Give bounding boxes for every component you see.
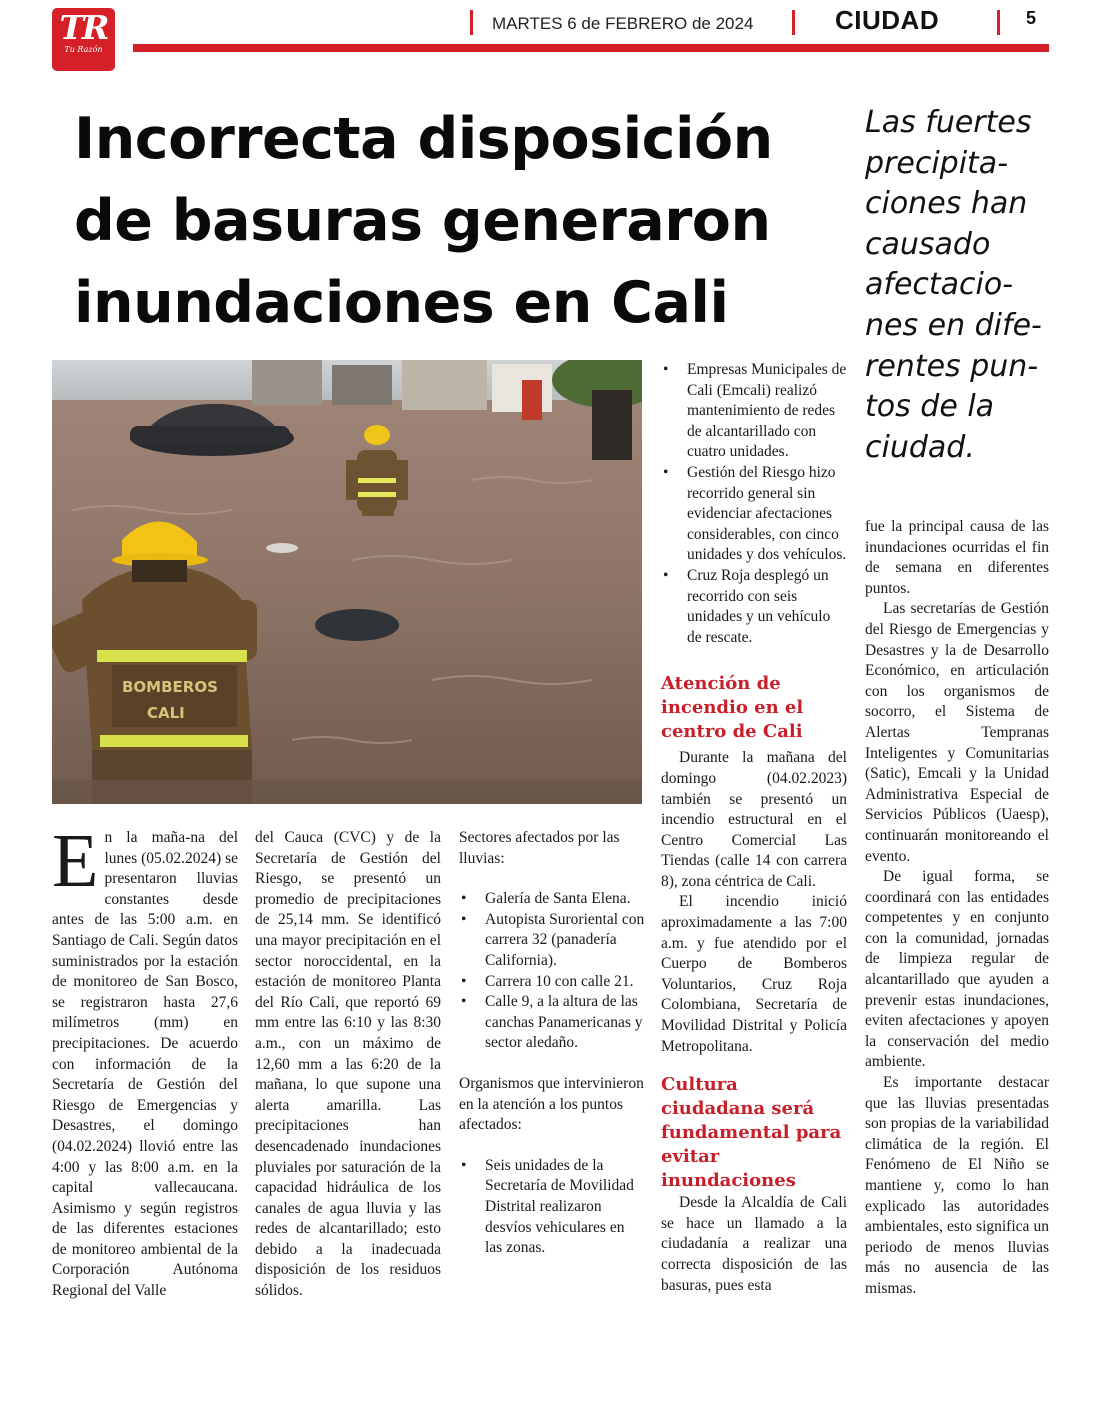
body-paragraph: fue la principal causa de las inundaciones ocurridas el fin de semana en diferentes puntos. <box>865 518 1049 597</box>
header-divider <box>470 10 473 35</box>
list-item: • Carrera 10 con calle 21. <box>459 972 645 993</box>
header-divider <box>997 10 1000 35</box>
body-paragraph: del Cauca (CVC) y de la Secretaría de Gestión del Riesgo, se presentó un promedio de precipitaciones de 25,14 mm. Se identificó una mayor precipitación en el sector noroccidental, en la estación de monitoreo Planta del Río Cali, que reportó 69 mm entre las 6:10 y las 8:30 a.m., con un máximo de 12,60 mm a las 6:20 de la mañana, lo que supone una alerta amarilla. Las precipitaciones han desencadenado inundaciones pluviales por saturación de la capacidad hidráulica de los canales de agua lluvia y las redes de alcantarillado; esto debido a la inadecuada disposición de los residuos sólidos. <box>255 829 441 1300</box>
affected-sectors-list <box>459 889 645 1054</box>
list-item: • Cruz Roja desplegó un recorrido con seis unidades y un vehículo de rescate. <box>661 566 847 648</box>
vest-text-1: BOMBEROS <box>122 678 218 696</box>
paragraph-text: n la maña-na del lunes (05.02.2024) se presentaron lluvias constantes desde antes de las 5:00 a.m. en Santiago de Cali. Según datos suministrados por la estación de monitoreo de San Bosco, se registraron hasta 27,6 milímetros (mm) en precipitaciones. De acuerdo con información de la Secretaría de Gestión del Riesgo de Emergencias y Desastres, el domingo (04.02.2024) llovió entre las 4:00 y las 8:00 a.m. en la capital vallecaucana. Asimismo y según registros de las diferentes estaciones de monitoreo ambiental de la Corporación Autónoma Regional del Valle <box>52 829 238 1300</box>
list-item: • Seis unidades de la Secretaría de Movilidad Distrital realizaron desvíos vehiculares en las zonas. <box>459 1156 645 1259</box>
article-column-2 <box>255 828 441 1302</box>
flood-photo-illustration <box>52 360 642 804</box>
newspaper-logo <box>52 8 115 71</box>
organisms-list <box>459 1156 645 1259</box>
drop-cap: E <box>52 819 99 903</box>
body-paragraph: Durante la mañana del domingo (04.02.2023) también se presentó un incendio estructural en el Centro Comercial Las Tiendas (calle 14 con carrera 8), zona céntrica de Cali. <box>661 749 847 890</box>
organisms-intro: Organismos que intervinieron en la atención a los puntos afectados: <box>459 1074 644 1134</box>
list-item: • Empresas Municipales de Cali (Emcali) realizó mantenimiento de redes de alcantarillado con cuatro unidades. <box>661 360 847 463</box>
body-paragraph: El incendio inició aproximadamente a las 7:00 a.m. y fue atendido por el Cuerpo de Bomberos Voluntarios, Cruz Roja Colombiana, Secretaría de Movilidad Distrital y Policía Metropolitana. <box>661 893 847 1055</box>
article-column-3 <box>459 828 645 1259</box>
article-column-5 <box>865 517 1049 1300</box>
header-rule <box>133 44 1049 52</box>
header-divider <box>792 10 795 35</box>
article-deck: Las fuertes precipita-ciones han causado afectacio-nes en dife-rentes pun-tos de la ciudad. <box>865 105 1042 465</box>
page-number: 5 <box>1026 8 1037 28</box>
logo-tagline: Tu Razón <box>64 45 103 54</box>
body-paragraph: Las secretarías de Gestión del Riesgo de Emergencias y Desastres y la de Desarrollo Económico, en articulación con los organismos de socorro, el Sistema de Alertas Tempranas Inteligentes y Comunitarias (Satic), Emcali y la Unidad Administrativa Especial de Servicios Públicos (Uaesp), continuarán monitoreando el evento. <box>865 600 1049 865</box>
section-name: CIUDAD <box>835 5 940 35</box>
list-item: • Calle 9, a la altura de las canchas Panamericanas y sector aledaño. <box>459 992 645 1054</box>
subheading-fire: Atención de incendio en el centro de Cali <box>661 673 804 743</box>
list-item: • Galería de Santa Elena. <box>459 889 645 910</box>
article-headline: Incorrecta disposición de basuras generaron inundaciones en Cali <box>74 106 773 336</box>
body-paragraph: Es importante destacar que las lluvias presentadas son propias de la variabilidad climática de la región. El Fenómeno de El Niño se mantiene y, como lo han explicado las autoridades ambientales, esto significa un periodo de menos lluvias más no ausencia de las mismas. <box>865 1074 1049 1297</box>
issue-date: MARTES 6 de FEBRERO de 2024 <box>492 14 754 33</box>
body-paragraph: Desde la Alcaldía de Cali se hace un llamado a la ciudadanía a realizar una correcta disposición de las basuras, pues esta <box>661 1194 847 1294</box>
vest-text-2: CALI <box>147 704 185 722</box>
article-column-1 <box>52 819 238 1302</box>
list-item: • Autopista Suroriental con carrera 32 (panadería California). <box>459 910 645 972</box>
logo-letters: TR <box>59 8 108 47</box>
body-paragraph <box>52 819 238 1302</box>
organisms-list-continued <box>661 360 847 648</box>
article-column-4 <box>661 360 847 1296</box>
sectors-intro: Sectores afectados por las lluvias: <box>459 829 620 867</box>
flood-photo <box>52 360 642 804</box>
subheading-citizen-culture: Cultura ciudadana será fundamental para evitar inundaciones <box>661 1074 842 1192</box>
list-item: • Gestión del Riesgo hizo recorrido general sin evidenciar afectaciones considerables, con cinco unidades y dos vehículos. <box>661 463 847 566</box>
body-paragraph: De igual forma, se coordinará con las entidades competentes y en conjunto con la comunidad, jornadas de limpieza regular de alcantarillado que ayuden a prevenir estas inundaciones, eviten afectaciones y apoyen la conservación del medio ambiente. <box>865 868 1049 1071</box>
